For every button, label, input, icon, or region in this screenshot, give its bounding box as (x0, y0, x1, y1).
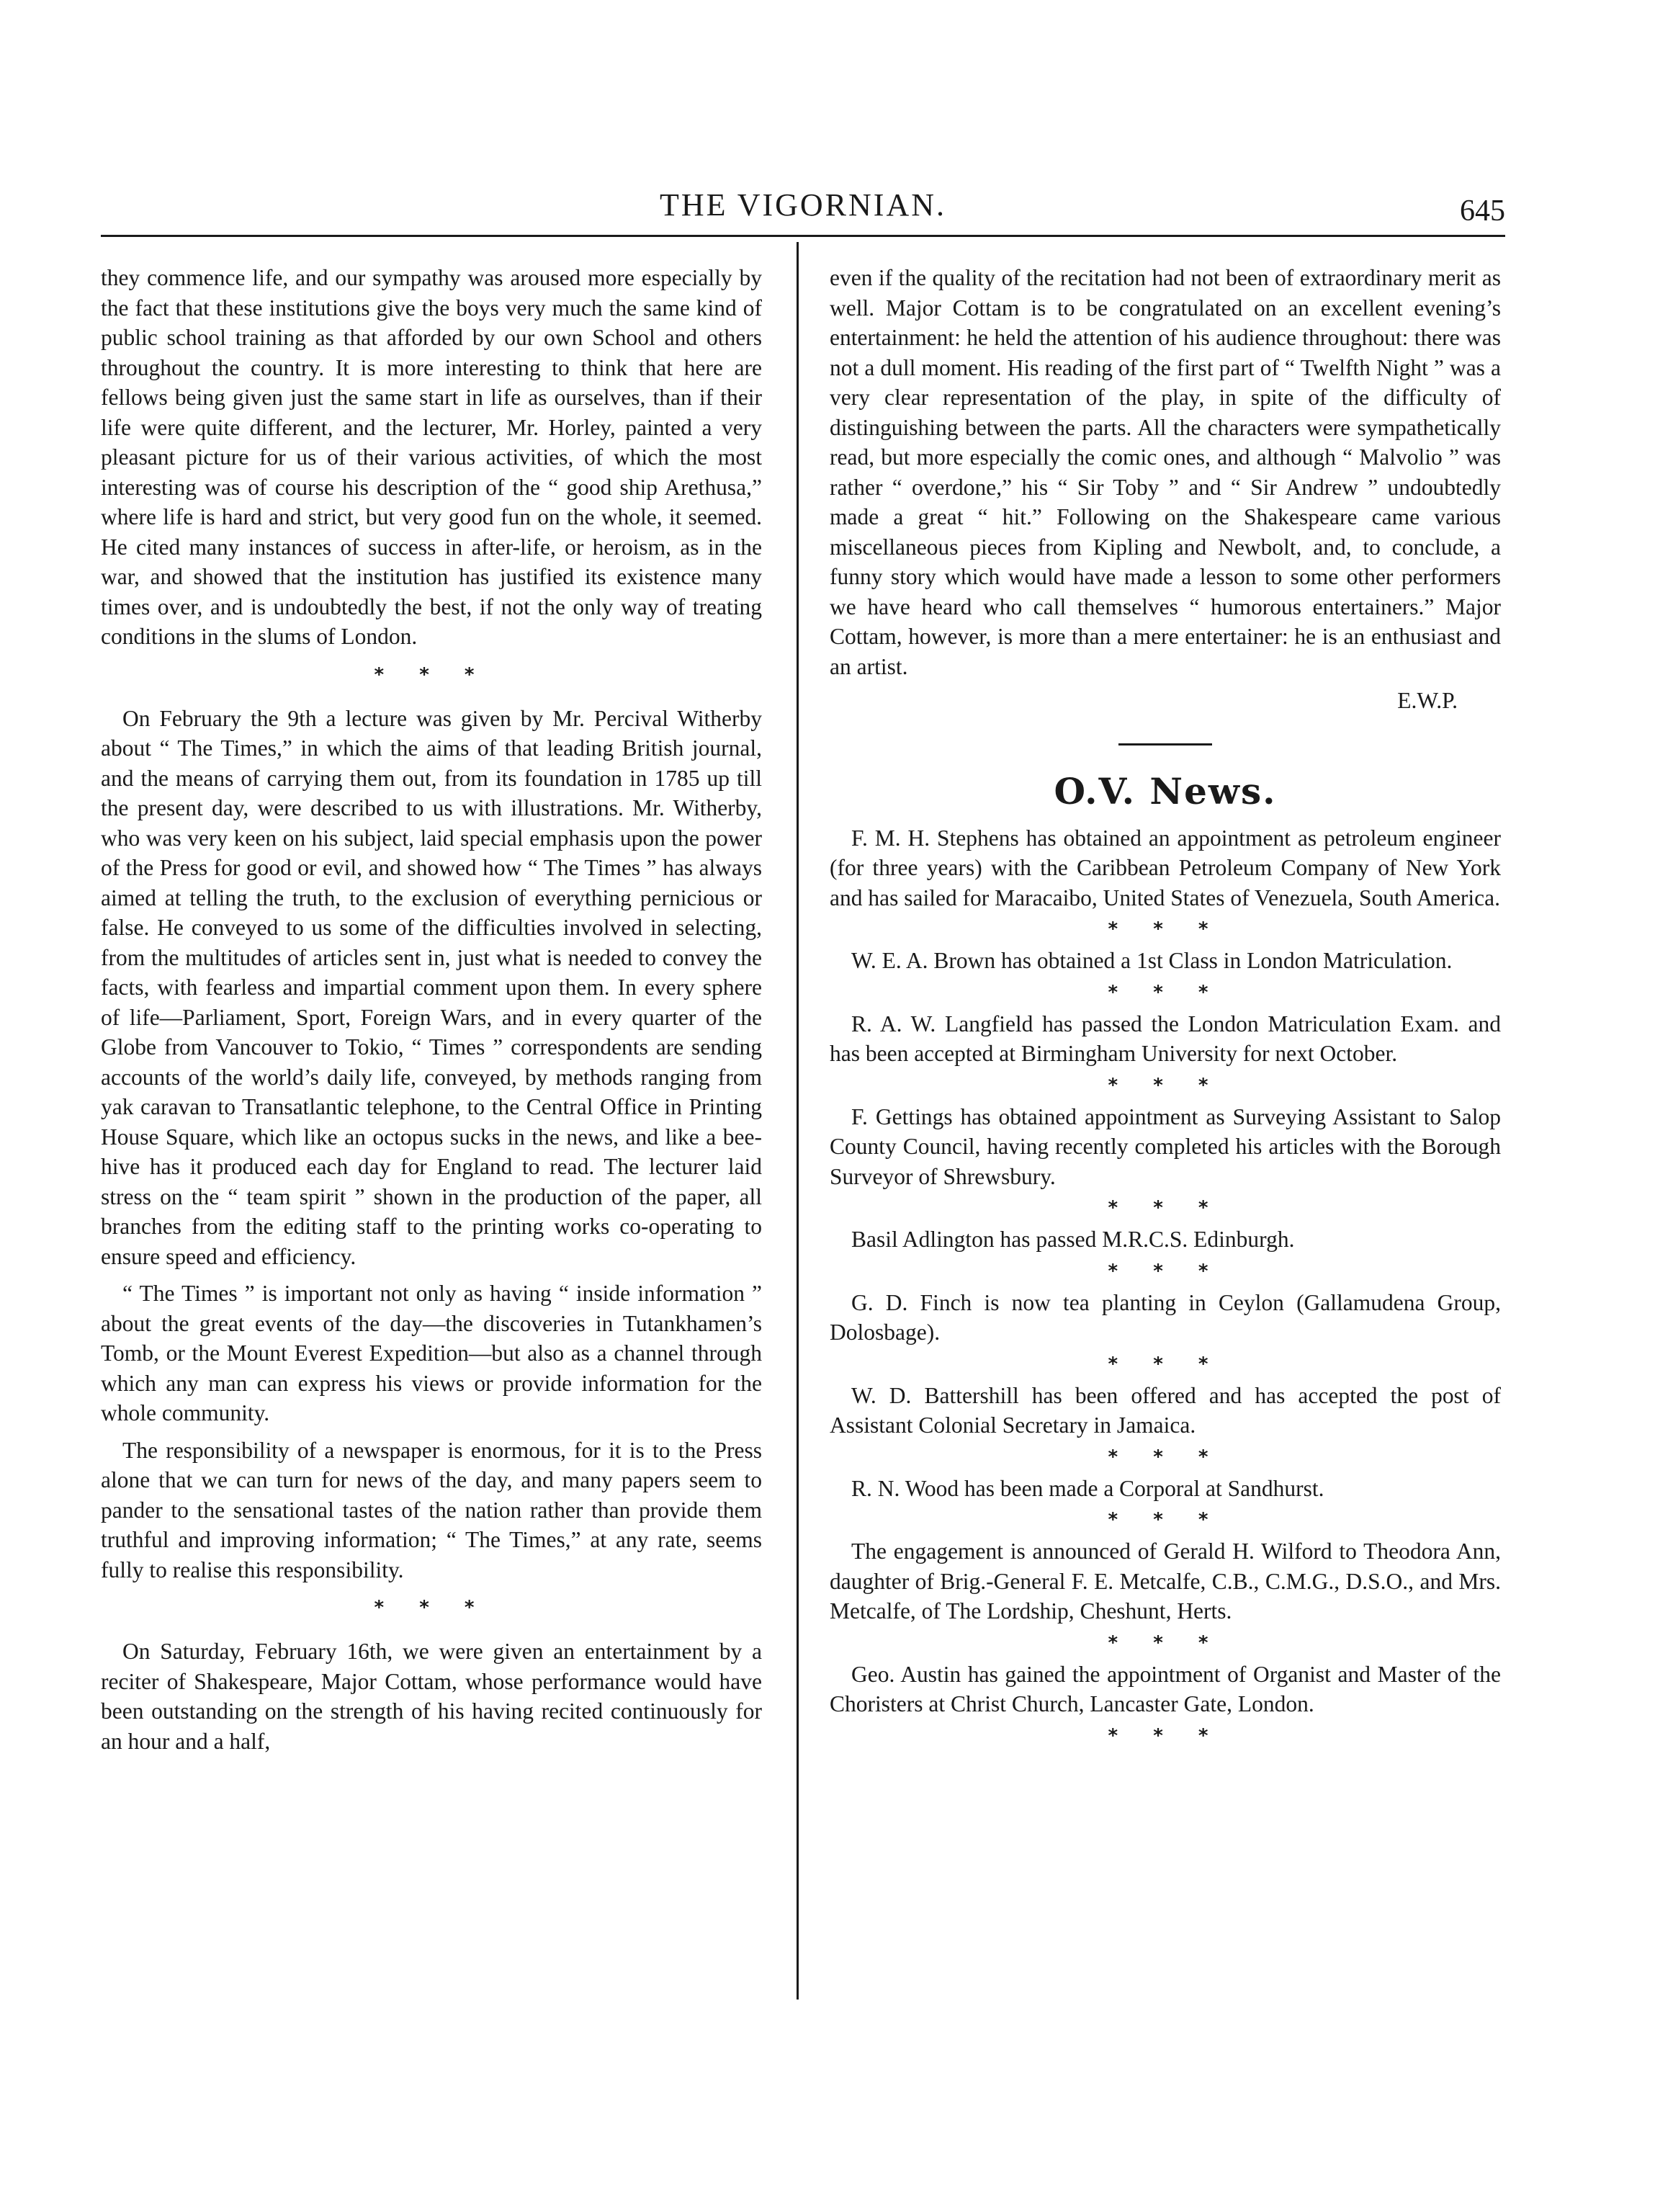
news-item: F. M. H. Stephens has obtained an appointment as petroleum engineer (for three years) with the Caribbean Petroleum Company of New York and has sailed for Maracaibo, United States of Venezuela, South America. (830, 825, 1501, 910)
news-item: R. N. Wood has been made a Corporal at Sandhurst. (851, 1475, 1324, 1501)
page-number: 645 (1460, 194, 1505, 228)
news-item: Basil Adlington has passed M.R.C.S. Edinburgh. (851, 1227, 1295, 1252)
article-paragraph: they commence life, and our sympathy was aroused more especially by the fact that these institutions give the boys very much the same kind of public school training as that afforded by our own School and others throughout the country. It is more interesting to think that here are fellows being given just the same start in life as ourselves, than if their life were quite different, and the lecturer, Mr. Horley, painted a very pleasant picture for us of their various activities, of which the most interesting was of course his description of the “ good ship Arethusa,” where life is hard and strict, but very good fun on the whole, it seemed. He cited many instances of success in after-life, or heroism, as in the war, and showed that the institution has justified its existence many times over, and is undoubtedly the best, if not the only way of treating conditions in the slums of London. (101, 265, 762, 649)
article-paragraph: “ The Times ” is important not only as having “ inside information ” about the great events of the day—the discoveries in Tutankhamen’s Tomb, or the Mount Everest Expedition—but also as a channel through which any man can express his views or provide information for the whole community. (101, 1281, 762, 1425)
column-divider (797, 242, 799, 2000)
news-separator: * * * (1108, 1509, 1223, 1531)
news-separator: * * * (1108, 1446, 1223, 1468)
running-title: THE VIGORNIAN. (659, 187, 947, 223)
news-item: R. A. W. Langfield has passed the London Matriculation Exam. and has been accepted at Birmingham University for next October. (830, 1011, 1501, 1066)
section-separator: * * * (374, 663, 489, 686)
page-header (101, 184, 1505, 241)
news-item: W. E. A. Brown has obtained a 1st Class in London Matriculation. (851, 948, 1453, 973)
article-paragraph: On Saturday, February 16th, we were given an entertainment by a reciter of Shakespeare, Major Cottam, whose performance would have been outstanding on the strength of his having recited continuously for an hour and a half, (101, 1639, 762, 1754)
news-separator: * * * (1108, 918, 1223, 940)
news-item: The engagement is announced of Gerald H. Wilford to Theodora Ann, daughter of Brig.-General F. E. Metcalfe, C.B., C.M.G., D.S.O., and Mrs. Metcalfe, of The Lordship, Cheshunt, Herts. (830, 1539, 1501, 1624)
news-separator: * * * (1108, 981, 1223, 1003)
left-column (101, 263, 762, 1756)
section-rule (1118, 743, 1212, 745)
news-separator: * * * (1108, 1631, 1223, 1654)
news-item: G. D. Finch is now tea planting in Ceylon (Gallamudena Group, Dolosbage). (830, 1289, 1501, 1345)
news-item: W. D. Battershill has been offered and has accepted the post of Assistant Colonial Secretary in Jamaica. (830, 1382, 1501, 1438)
section-separator: * * * (374, 1597, 489, 1618)
news-separator: * * * (1108, 1353, 1223, 1375)
news-separator: * * * (1108, 1260, 1223, 1282)
news-separator: * * * (1108, 1724, 1223, 1747)
news-heading: O.V. News. (1054, 769, 1277, 812)
header-rule (101, 235, 1505, 237)
article-paragraph: The responsibility of a newspaper is enormous, for it is to the Press alone that we can turn for news of the day, and many papers seem to pander to the sensational tastes of the nation rather than provide them truthful and improving information; “ The Times,” at any rate, seems fully to realise this responsibility. (101, 1437, 762, 1582)
article-paragraph: even if the quality of the recitation had not been of extraordinary merit as well. Major Cottam is to be congratulated on an excellent evening’s entertainment: he held the attention of his audience throughout: there was not a dull moment. His reading of the first part of “ Twelfth Night ” was a very clear representation of the play, in spite of the difficulty of distinguishing between the parts. All the characters were sympathetically read, but more especially the comic ones, and although “ Malvolio ” was rather “ overdone,” his “ Sir Toby ” and “ Sir Andrew ” undoubtedly made a great “ hit.” Following on the Shakespeare came various miscellaneous pieces from Kipling and Newbolt, and, to conclude, a funny story which would have made a lesson to some other performers we have heard who call themselves “ humorous entertainers.” Major Cottam, however, is more than a mere entertainer: he is an enthusiast and an artist. (830, 265, 1501, 679)
news-item: Geo. Austin has gained the appointment of Organist and Master of the Choristers at Christ Church, Lancaster Gate, London. (830, 1661, 1501, 1716)
author-signature: E.W.P. (1397, 688, 1458, 713)
article-paragraph: On February the 9th a lecture was given by Mr. Percival Witherby about “ The Times,” in which the aims of that leading British journal, and the means of carrying them out, from its foundation in 1785 up till the present day, were described to us with illustrations. Mr. Witherby, who was very keen on his subject, laid special emphasis upon the power of the Press for good or evil, and showed how “ The Times ” has always aimed at telling the truth, to the exclusion of everything pernicious or false. He conveyed to us some of the difficulties involved in selecting, from the multitudes of articles sent in, just what is needed to convey the facts, with fearless and impartial comment upon them. In every sphere of life—Parliament, Sport, Foreign Wars, and in every quarter of the Globe from Vancouver to Tokio, “ Times ” correspondents are sending accounts of the world’s daily life, conveyed, by methods ranging from yak caravan to Transatlantic telephone, to the Central Office in Printing House Square, which like an octopus sucks in the news, and like a bee-hive has it produced each day for England to read. The lecturer laid stress on the “ team spirit ” shown in the production of the paper, all branches from the editing staff to the printing works co-operating to ensure speed and efficiency. (101, 705, 762, 1269)
news-separator: * * * (1108, 1197, 1223, 1219)
news-separator: * * * (1108, 1074, 1223, 1096)
right-column (830, 263, 1501, 1752)
news-item: F. Gettings has obtained appointment as Surveying Assistant to Salop County Council, having recently completed his articles with the Borough Surveyor of Shrewsbury. (830, 1103, 1501, 1189)
